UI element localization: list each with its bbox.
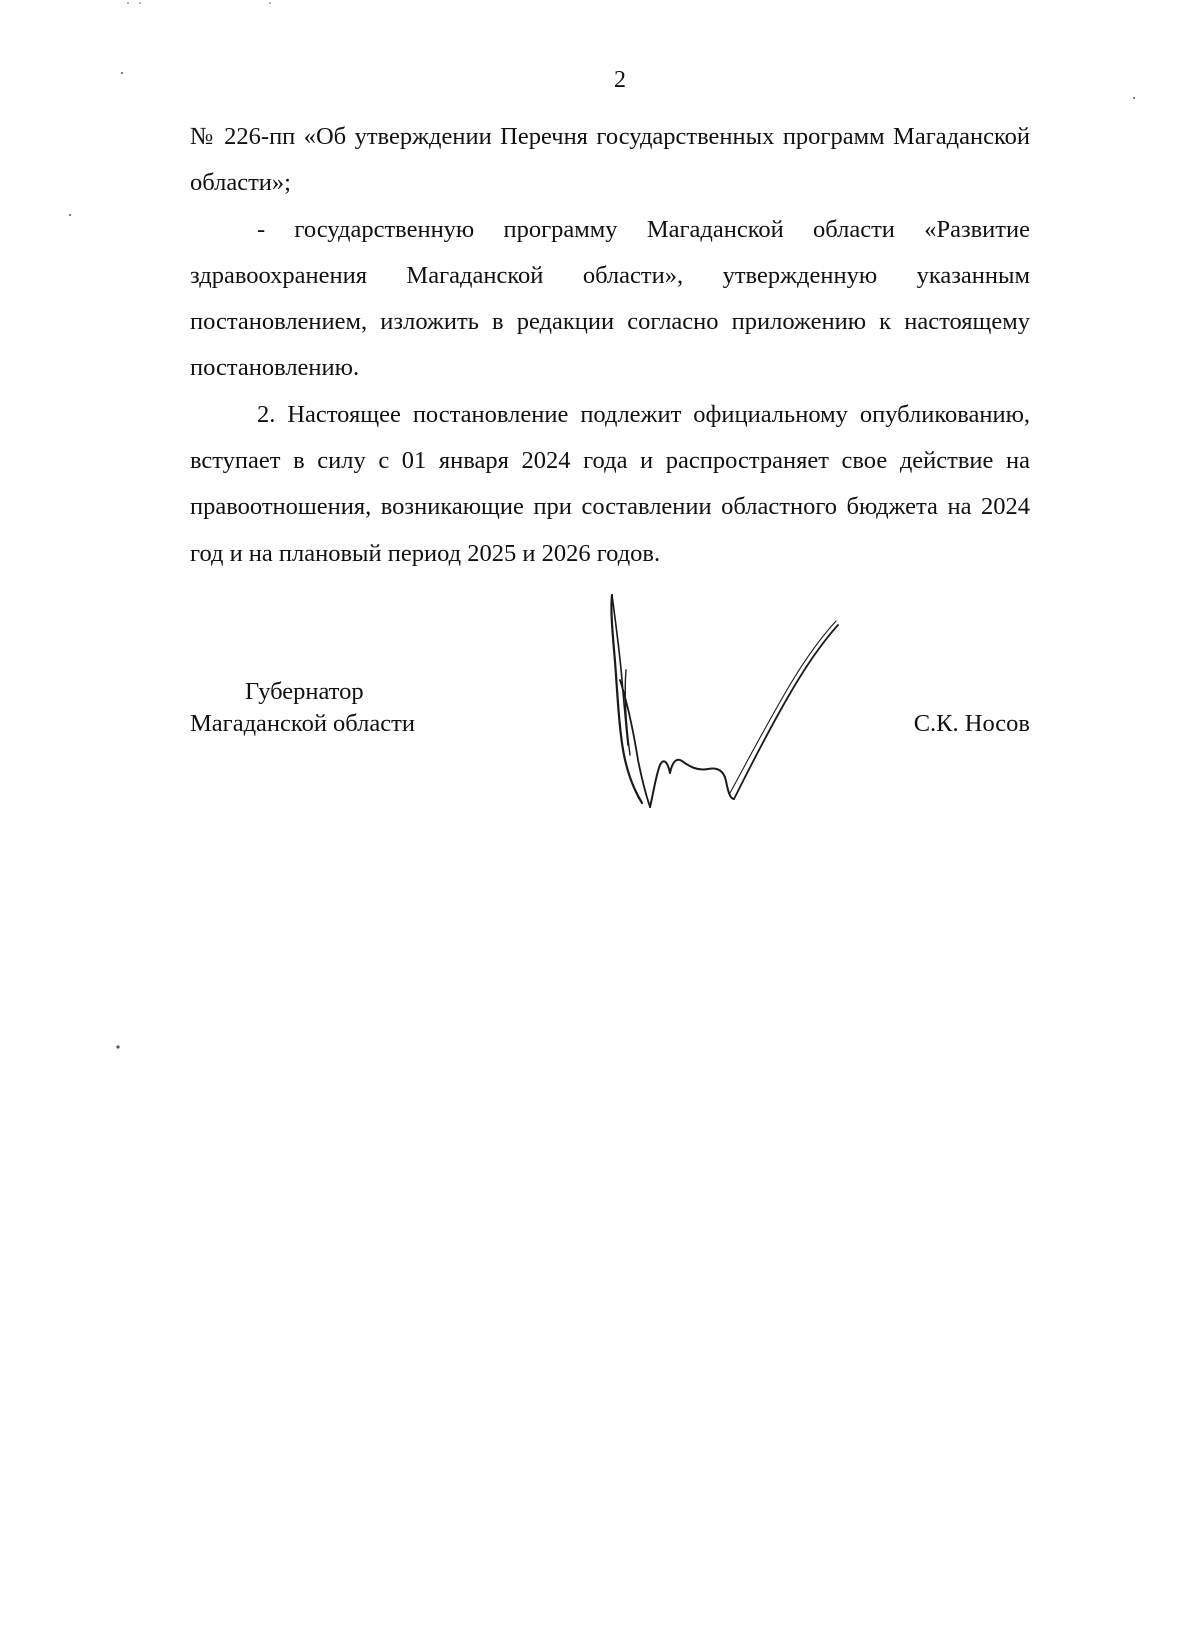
signatory-title	[190, 676, 415, 740]
paragraph-effective-date: 2. Настоящее постановление подлежит официальному опубликованию, вступает в силу с 01 января 2024 года и распространяет свое действие на правоотношения, возникающие при составлении областного бюджета на 2024 год и на плановый период 2025 и 2026 годов.	[190, 400, 1030, 567]
handwritten-signature	[590, 585, 860, 825]
paragraph-continuation: № 226-пп «Об утверждении Перечня государственных программ Магаданской области»;	[190, 123, 1030, 197]
signer-name: С.К. Носов	[913, 710, 1030, 737]
document-body	[190, 114, 1030, 577]
page-number: 2	[614, 67, 626, 93]
paragraph-program-amendment: - государственную программу Магаданской области «Развитие здравоохранения Магаданской области», утвержденную указанным постановлением, изложить в редакции согласно приложению к настоящему постановлению.	[190, 215, 1030, 382]
signatory-title-line-2: Магаданской области	[190, 710, 415, 737]
signatory-title-line-1: Губернатор	[245, 678, 364, 705]
